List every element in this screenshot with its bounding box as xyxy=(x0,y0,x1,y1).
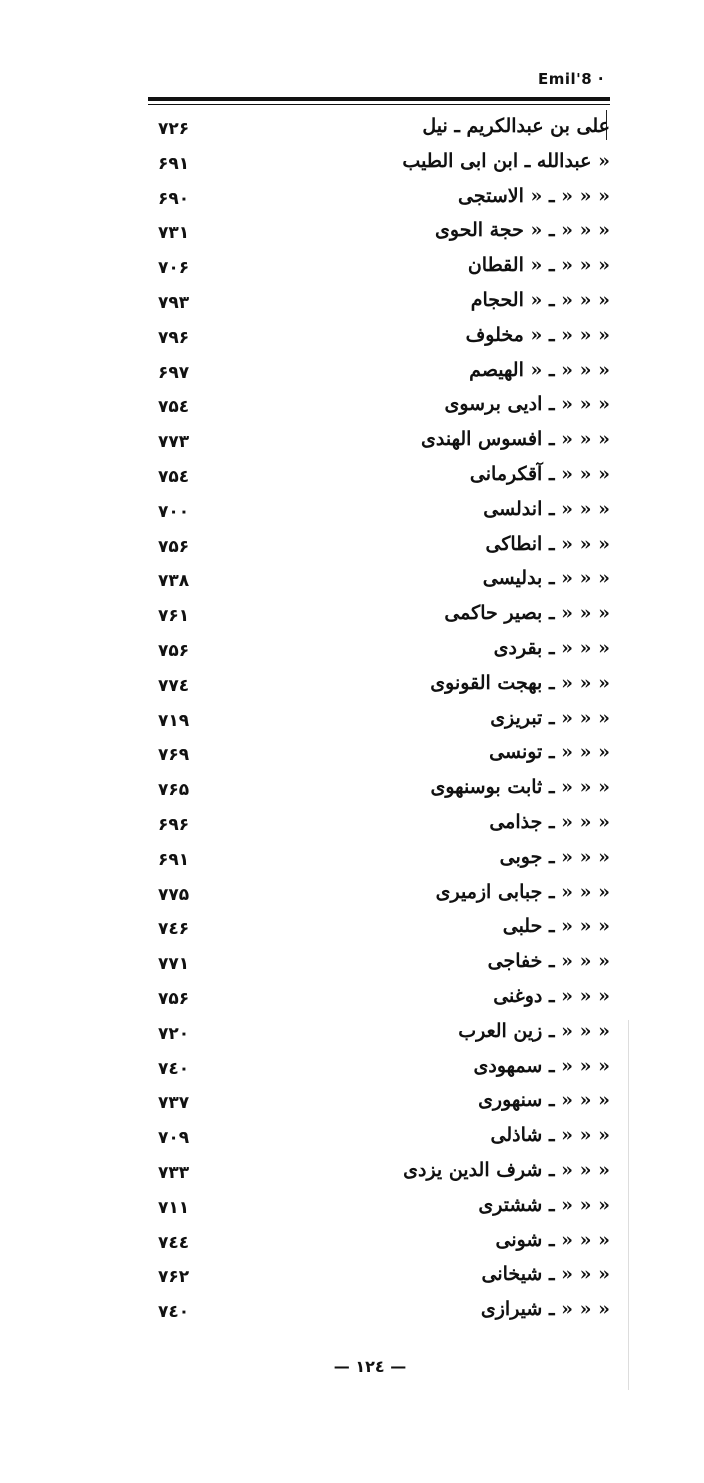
entry-page-number: ۷٤۰ xyxy=(158,1302,190,1323)
index-entry-row xyxy=(150,1124,610,1159)
entry-name: « « « ـ « حجة الحوی xyxy=(435,219,610,242)
index-entry-row xyxy=(150,254,610,289)
entry-name: « « « ـ « الهیصم xyxy=(469,358,610,381)
index-entry-row xyxy=(150,1263,610,1298)
entry-name: « « « ـ جذامی xyxy=(489,810,610,833)
entry-page-number: ۷۳۱ xyxy=(158,223,190,244)
index-entry-row xyxy=(150,741,610,776)
entry-name: « « « ـ شیخانی xyxy=(481,1263,610,1286)
entry-page-number: ۷٤۰ xyxy=(158,1058,190,1079)
entry-name: « « « ـ « مخلوف xyxy=(465,323,610,346)
entry-name: « « « ـ بصیر حاکمی xyxy=(444,602,610,625)
entry-name: « « « ـ سمهودی xyxy=(473,1054,610,1077)
index-entry-row xyxy=(150,498,610,533)
index-entry-row xyxy=(150,115,610,150)
entry-page-number: ۶۹۱ xyxy=(158,849,190,870)
entry-name: « « « ـ جبابی ازمیری xyxy=(435,880,610,903)
index-entry-row xyxy=(150,185,610,220)
entry-page-number: ۷۰۹ xyxy=(158,1128,190,1149)
index-list xyxy=(150,115,610,1333)
entry-page-number: ۶۹۷ xyxy=(158,362,190,383)
entry-name: « « « ـ شونی xyxy=(495,1228,610,1251)
entry-name: « « « ـ شرف الدین یزدی xyxy=(403,1158,610,1181)
entry-page-number: ۷۲۰ xyxy=(158,1023,190,1044)
entry-page-number: ۶۹۱ xyxy=(158,153,190,174)
entry-page-number: ۷۰۰ xyxy=(158,501,190,522)
entry-name: « « « ـ حلبی xyxy=(502,915,610,938)
index-entry-row xyxy=(150,324,610,359)
index-entry-row xyxy=(150,359,610,394)
entry-page-number: ۶۹۰ xyxy=(158,188,190,209)
page-number-footer: — ۱۲٤ — xyxy=(333,1357,407,1376)
index-entry-row xyxy=(150,602,610,637)
entry-page-number: ۷۶۲ xyxy=(158,1267,190,1288)
page-header-code: Emil'8 · xyxy=(538,70,605,88)
entry-page-number: ۷۳۳ xyxy=(158,1162,190,1183)
entry-name: « « « ـ جوبی xyxy=(499,845,610,868)
entry-name: « « « ـ ادیی برسوی xyxy=(444,393,610,416)
entry-page-number: ۷۹۳ xyxy=(158,292,190,313)
entry-name: « « « ـ « القطان xyxy=(467,254,610,277)
entry-page-number: ۷۵۶ xyxy=(158,988,190,1009)
index-entry-row xyxy=(150,811,610,846)
entry-page-number: ۷۹۶ xyxy=(158,327,190,348)
entry-page-number: ۷٤۶ xyxy=(158,919,190,940)
header-rule-thin xyxy=(148,104,610,105)
entry-name: « « « ـ خفاجی xyxy=(487,950,610,973)
index-entry-row xyxy=(150,1229,610,1264)
entry-name: « « « ـ تونسی xyxy=(489,741,610,764)
entry-name: « « « ـ سنهوری xyxy=(478,1089,610,1112)
entry-name: « « « ـ زین العرب xyxy=(458,1019,610,1042)
entry-page-number: ۷۷٤ xyxy=(158,675,190,696)
index-entry-row xyxy=(150,950,610,985)
index-entry-row xyxy=(150,289,610,324)
entry-page-number: ۷۳۷ xyxy=(158,1093,190,1114)
index-entry-row xyxy=(150,672,610,707)
entry-page-number: ۷۳۸ xyxy=(158,571,190,592)
entry-name: « « « ـ تبریزی xyxy=(490,706,610,729)
entry-page-number: ۷۱۱ xyxy=(158,1197,190,1218)
entry-name: علی بن عبدالکریم ـ نیل xyxy=(422,115,610,137)
index-entry-row xyxy=(150,1159,610,1194)
index-entry-row xyxy=(150,463,610,498)
entry-name: « عبدالله ـ ابن ابی الطیب xyxy=(402,149,610,172)
entry-page-number: ۷۶۵ xyxy=(158,780,190,801)
index-entry-row xyxy=(150,150,610,185)
index-entry-row xyxy=(150,533,610,568)
index-entry-row xyxy=(150,985,610,1020)
index-entry-row xyxy=(150,846,610,881)
entry-name: « « « ـ بدلیسی xyxy=(482,567,610,590)
right-margin-line xyxy=(628,1020,629,1390)
index-entry-row xyxy=(150,219,610,254)
entry-page-number: ۷۵٤ xyxy=(158,397,190,418)
entry-page-number: ۷۶۱ xyxy=(158,606,190,627)
entry-page-number: ۷۲۶ xyxy=(158,119,190,139)
index-entry-row xyxy=(150,637,610,672)
entry-name: « « « ـ آقکرمانی xyxy=(469,462,610,485)
entry-name: « « « ـ « الحجام xyxy=(470,288,610,311)
entry-name: « « « ـ انطاکی xyxy=(485,532,610,555)
entry-page-number: ۷۵٤ xyxy=(158,466,190,487)
entry-page-number: ۷۷۱ xyxy=(158,954,190,975)
index-entry-row xyxy=(150,881,610,916)
entry-name: « « « ـ شیرازی xyxy=(480,1298,610,1321)
index-entry-row xyxy=(150,1020,610,1055)
index-entry-row xyxy=(150,776,610,811)
entry-page-number: ۷۱۹ xyxy=(158,710,190,731)
entry-name: « « « ـ بهجت القونوی xyxy=(430,671,610,694)
index-entry-row xyxy=(150,393,610,428)
entry-name: « « « ـ اندلسی xyxy=(483,497,610,520)
index-entry-row xyxy=(150,1055,610,1090)
entry-page-number: ۷۷۵ xyxy=(158,884,190,905)
index-entry-row xyxy=(150,1298,610,1333)
entry-name: « « « ـ شاذلی xyxy=(490,1124,610,1147)
entry-name: « « « ـ دوغنی xyxy=(493,984,610,1007)
index-entry-row xyxy=(150,1194,610,1229)
index-entry-row xyxy=(150,567,610,602)
entry-page-number: ۷۵۶ xyxy=(158,536,190,557)
entry-page-number: ۷۵۶ xyxy=(158,640,190,661)
index-entry-row xyxy=(150,1089,610,1124)
entry-name: « « « ـ « الاستجی xyxy=(457,184,610,207)
entry-name: « « « ـ بقردی xyxy=(493,636,610,659)
index-entry-row xyxy=(150,707,610,742)
entry-name: « « « ـ ثابت بوسنهوی xyxy=(430,776,610,799)
entry-name: « « « ـ ششتری xyxy=(478,1193,610,1216)
entry-page-number: ۷٤٤ xyxy=(158,1232,190,1253)
entry-page-number: ۷۰۶ xyxy=(158,258,190,279)
header-rule-thick xyxy=(148,97,610,101)
entry-name: « « « ـ افسوس الهندی xyxy=(421,428,610,451)
index-entry-row xyxy=(150,915,610,950)
index-entry-row xyxy=(150,428,610,463)
entry-page-number: ۶۹۶ xyxy=(158,814,190,835)
entry-page-number: ۷۷۳ xyxy=(158,432,190,453)
entry-page-number: ۷۶۹ xyxy=(158,745,190,766)
